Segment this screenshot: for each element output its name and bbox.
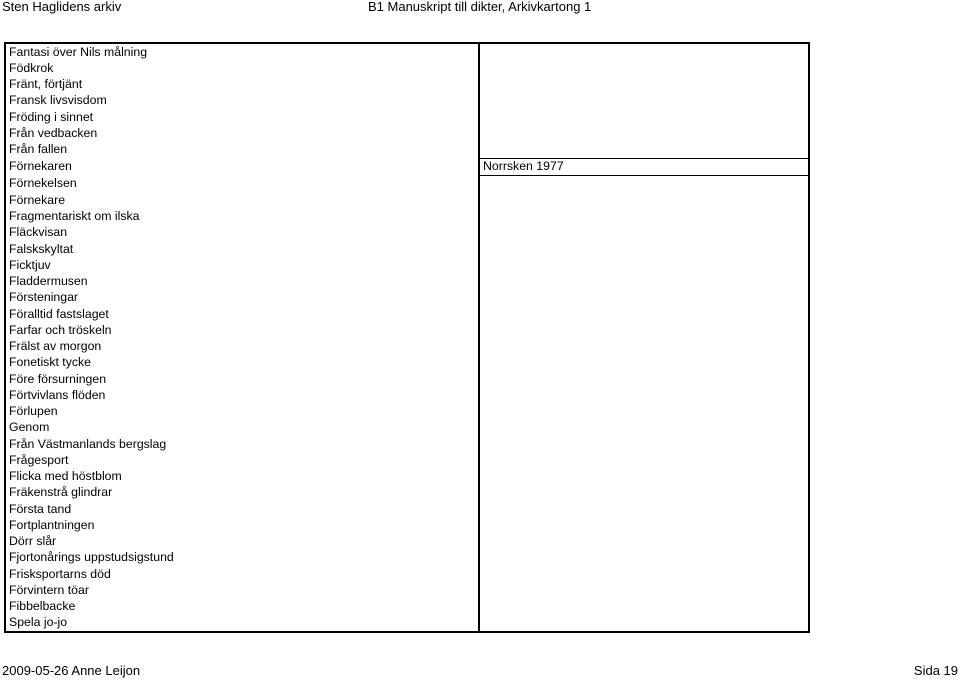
- publication-note-cell: [479, 125, 809, 141]
- publication-note-cell: [479, 566, 809, 582]
- poem-title-cell: Fonetiskt tycke: [5, 355, 479, 371]
- poem-title-cell: Frisksportarns död: [5, 566, 479, 582]
- table-row: [5, 371, 809, 387]
- publication-note-cell: [479, 436, 809, 452]
- publication-note-cell: [479, 109, 809, 125]
- table-row: [5, 93, 809, 109]
- publication-note-cell: [479, 93, 809, 109]
- manuscript-table-body: [5, 43, 809, 632]
- table-row: [5, 306, 809, 322]
- table-row: [5, 485, 809, 501]
- table-row: [5, 241, 809, 257]
- poem-title-cell: Frågesport: [5, 452, 479, 468]
- poem-title-cell: Födkrok: [5, 60, 479, 76]
- poem-title-cell: Försteningar: [5, 290, 479, 306]
- poem-title-cell: Flicka med höstblom: [5, 469, 479, 485]
- poem-title-cell: Spela jo-jo: [5, 615, 479, 632]
- footer-date-author: 2009-05-26 Anne Leijon: [2, 663, 141, 678]
- publication-note-cell: [479, 534, 809, 550]
- archive-name: Sten Haglidens arkiv: [2, 0, 122, 14]
- publication-note-cell: [479, 550, 809, 566]
- publication-note-cell: [479, 501, 809, 517]
- publication-note-cell: [479, 274, 809, 290]
- publication-note-cell: [479, 485, 809, 501]
- publication-note-cell: [479, 355, 809, 371]
- publication-note-cell: [479, 225, 809, 241]
- publication-note-cell: [479, 599, 809, 615]
- table-row: [5, 109, 809, 125]
- poem-title-cell: Från vedbacken: [5, 125, 479, 141]
- poem-title-cell: Förlupen: [5, 404, 479, 420]
- manuscript-table-container: [4, 42, 801, 633]
- publication-note-cell: [479, 452, 809, 468]
- poem-title-cell: Förtvivlans flöden: [5, 387, 479, 403]
- publication-note-cell: Norrsken 1977: [479, 158, 809, 175]
- poem-title-cell: Fjortonårings uppstudsigstund: [5, 550, 479, 566]
- publication-note-cell: [479, 60, 809, 76]
- poem-title-cell: Fibbelbacke: [5, 599, 479, 615]
- page-number: Sida 19: [913, 663, 958, 678]
- poem-title-cell: Fantasi över Nils målning: [5, 43, 479, 60]
- publication-note-cell: [479, 43, 809, 60]
- poem-title-cell: Fladdermusen: [5, 274, 479, 290]
- table-row: [5, 176, 809, 193]
- table-row: [5, 290, 809, 306]
- table-row: [5, 615, 809, 632]
- table-row: [5, 209, 809, 225]
- table-row: [5, 158, 809, 175]
- poem-title-cell: Förnekaren: [5, 158, 479, 175]
- poem-title-cell: Fröding i sinnet: [5, 109, 479, 125]
- publication-note-cell: [479, 290, 809, 306]
- table-row: [5, 501, 809, 517]
- table-row: [5, 452, 809, 468]
- table-row: [5, 322, 809, 338]
- poem-title-cell: Förvintern töar: [5, 582, 479, 598]
- poem-title-cell: Farfar och tröskeln: [5, 322, 479, 338]
- publication-note-cell: [479, 371, 809, 387]
- poem-title-cell: Falskskyltat: [5, 241, 479, 257]
- table-row: [5, 142, 809, 159]
- poem-title-cell: Fläckvisan: [5, 225, 479, 241]
- poem-title-cell: Från fallen: [5, 142, 479, 159]
- poem-title-cell: Fragmentariskt om ilska: [5, 209, 479, 225]
- table-row: [5, 436, 809, 452]
- table-row: [5, 404, 809, 420]
- table-row: [5, 566, 809, 582]
- table-row: [5, 550, 809, 566]
- table-row: [5, 77, 809, 93]
- table-row: [5, 420, 809, 436]
- page-header: [0, 0, 960, 16]
- publication-note-cell: [479, 387, 809, 403]
- poem-title-cell: Ficktjuv: [5, 257, 479, 273]
- table-row: [5, 225, 809, 241]
- document-title: B1 Manuskript till dikter, Arkivkartong 1: [368, 0, 592, 14]
- publication-note-cell: [479, 176, 809, 193]
- table-row: [5, 339, 809, 355]
- poem-title-cell: Fortplantningen: [5, 517, 479, 533]
- table-row: [5, 534, 809, 550]
- table-row: [5, 517, 809, 533]
- poem-title-cell: Fränt, förtjänt: [5, 77, 479, 93]
- publication-note-cell: [479, 192, 809, 208]
- publication-note-cell: [479, 209, 809, 225]
- publication-note-cell: [479, 582, 809, 598]
- table-row: [5, 192, 809, 208]
- table-row: [5, 274, 809, 290]
- poem-title-cell: Förnekelsen: [5, 176, 479, 193]
- publication-note-cell: [479, 404, 809, 420]
- table-row: [5, 469, 809, 485]
- table-row: [5, 60, 809, 76]
- table-row: [5, 582, 809, 598]
- publication-note-cell: [479, 142, 809, 159]
- poem-title-cell: Fransk livsvisdom: [5, 93, 479, 109]
- publication-note-cell: [479, 241, 809, 257]
- publication-note-cell: [479, 322, 809, 338]
- publication-note-cell: [479, 615, 809, 632]
- manuscript-table: [4, 42, 810, 633]
- poem-title-cell: Frälst av morgon: [5, 339, 479, 355]
- publication-note-cell: [479, 257, 809, 273]
- poem-title-cell: Föralltid fastslaget: [5, 306, 479, 322]
- publication-note-cell: [479, 469, 809, 485]
- table-row: [5, 125, 809, 141]
- publication-note-cell: [479, 517, 809, 533]
- poem-title-cell: Första tand: [5, 501, 479, 517]
- table-row: [5, 257, 809, 273]
- poem-title-cell: Genom: [5, 420, 479, 436]
- publication-note-cell: [479, 306, 809, 322]
- poem-title-cell: Från Västmanlands bergslag: [5, 436, 479, 452]
- table-row: [5, 43, 809, 60]
- poem-title-cell: Dörr slår: [5, 534, 479, 550]
- publication-note-cell: [479, 420, 809, 436]
- table-row: [5, 599, 809, 615]
- page-footer: [0, 664, 960, 680]
- poem-title-cell: Förnekare: [5, 192, 479, 208]
- poem-title-cell: Fräkenstrå glindrar: [5, 485, 479, 501]
- publication-note-cell: [479, 77, 809, 93]
- table-row: [5, 387, 809, 403]
- table-row: [5, 355, 809, 371]
- poem-title-cell: Före försurningen: [5, 371, 479, 387]
- publication-note-cell: [479, 339, 809, 355]
